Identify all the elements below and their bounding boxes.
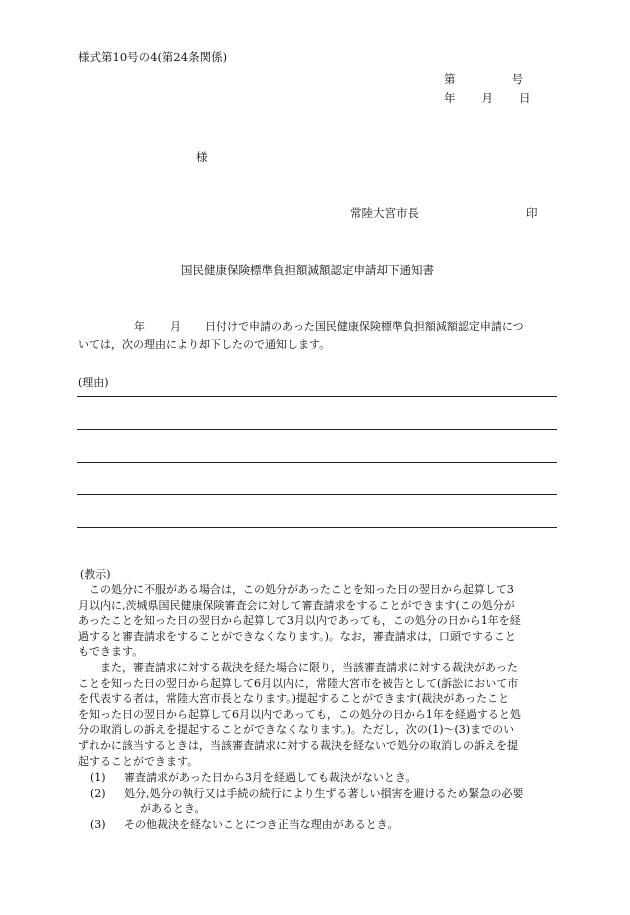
reason-line-5 [77, 527, 557, 528]
item-text: 処分,処分の執行又は手続の続行により生ずる著しい損害を避けるため緊急の必要 [124, 786, 524, 800]
addressee-suffix: 様 [196, 150, 208, 164]
notice-p2-line: ことを知った日の翌日から起算して6月以内に，常陸大宮市を被告として(訴訟において市 [78, 676, 519, 690]
notice-p2-line: 分の取消しの訴えを提起することができなくなります。)。ただし，次の(1)～(3)までのい [78, 723, 515, 737]
body-line-2: いては，次の理由により却下したので通知します。 [78, 338, 331, 351]
notice-p2-line: 起することができます。 [78, 754, 199, 768]
notice-paragraph-1 [78, 582, 556, 660]
notice-p1-line: この処分に不服がある場合は，この処分があったことを知った日の翌日から起算して3 [78, 583, 514, 596]
date-day: 日 [519, 91, 531, 105]
notice-p1-line: もできます。 [78, 645, 144, 659]
document-number [444, 72, 523, 87]
notice-item-2 [90, 786, 556, 802]
item-number: (3) [90, 817, 106, 831]
body-line-1 [78, 319, 524, 334]
notice-heading: (教示) [80, 568, 111, 581]
date-month: 月 [481, 91, 493, 105]
notice-item-3 [90, 817, 556, 833]
issue-date [444, 91, 531, 106]
notice-p2-line: また，審査請求に対する裁決を経た場合に限り，当該審査請求に対する裁決があった [78, 661, 518, 674]
notice-item-1 [90, 770, 556, 786]
notice-p2-line: ずれかに該当するときは，当該審査請求に対する裁決を経ないで処分の取消しの訴えを提 [78, 738, 518, 752]
notice-items [90, 770, 556, 832]
item-text: 審査請求があった日から3月を経過しても裁決がないとき。 [124, 771, 417, 784]
form-label: 様式第10号の4(第24条関係) [78, 50, 228, 64]
reason-line-2 [77, 429, 557, 430]
item-number: (2) [90, 786, 106, 800]
issuer-title: 常陸大宮市長 [350, 206, 419, 220]
notice-item-2-cont [90, 801, 556, 817]
reason-line-3 [77, 462, 557, 463]
notice-p2-line: を代表する者は，常陸大宮市長となります。)提起することができます(裁決があったこと [78, 692, 510, 706]
seal-mark: 印 [526, 206, 538, 220]
doc-number-prefix: 第 [444, 72, 456, 86]
doc-number-suffix: 号 [511, 72, 523, 86]
body-year: 年 [134, 320, 145, 333]
item-text: があるとき。 [140, 802, 206, 816]
notice-p2-line: を知った日の翌日から起算して6月以内であっても，この処分の日から1年を経過すると処 [78, 707, 521, 721]
body-line-1-text: 日付けで申請のあった国民健康保険標準負担額減額認定申請につ [205, 320, 524, 333]
item-text: その他裁決を経ないことにつき正当な理由があるとき。 [124, 817, 399, 831]
notice-p1-line: 月以内に,茨城県国民健康保険審査会に対して審査請求をすることができます(この処分が [78, 598, 515, 612]
reason-label: (理由) [78, 376, 109, 389]
reason-line-1 [77, 396, 557, 397]
reason-line-4 [77, 494, 557, 495]
date-year: 年 [444, 91, 456, 105]
notice-paragraph-2 [78, 660, 556, 769]
document-title: 国民健康保険標準負担額減額認定申請却下通知書 [181, 263, 434, 277]
notice-p1-line: あったことを知った日の翌日から起算して3月以内であっても，この処分の日から1年を経 [78, 614, 521, 628]
body-month: 月 [170, 320, 181, 333]
notice-p1-line: 過すると審査請求をすることができなくなります。)。なお，審査請求は，口頭ですること [78, 629, 516, 643]
item-number: (1) [90, 771, 106, 784]
